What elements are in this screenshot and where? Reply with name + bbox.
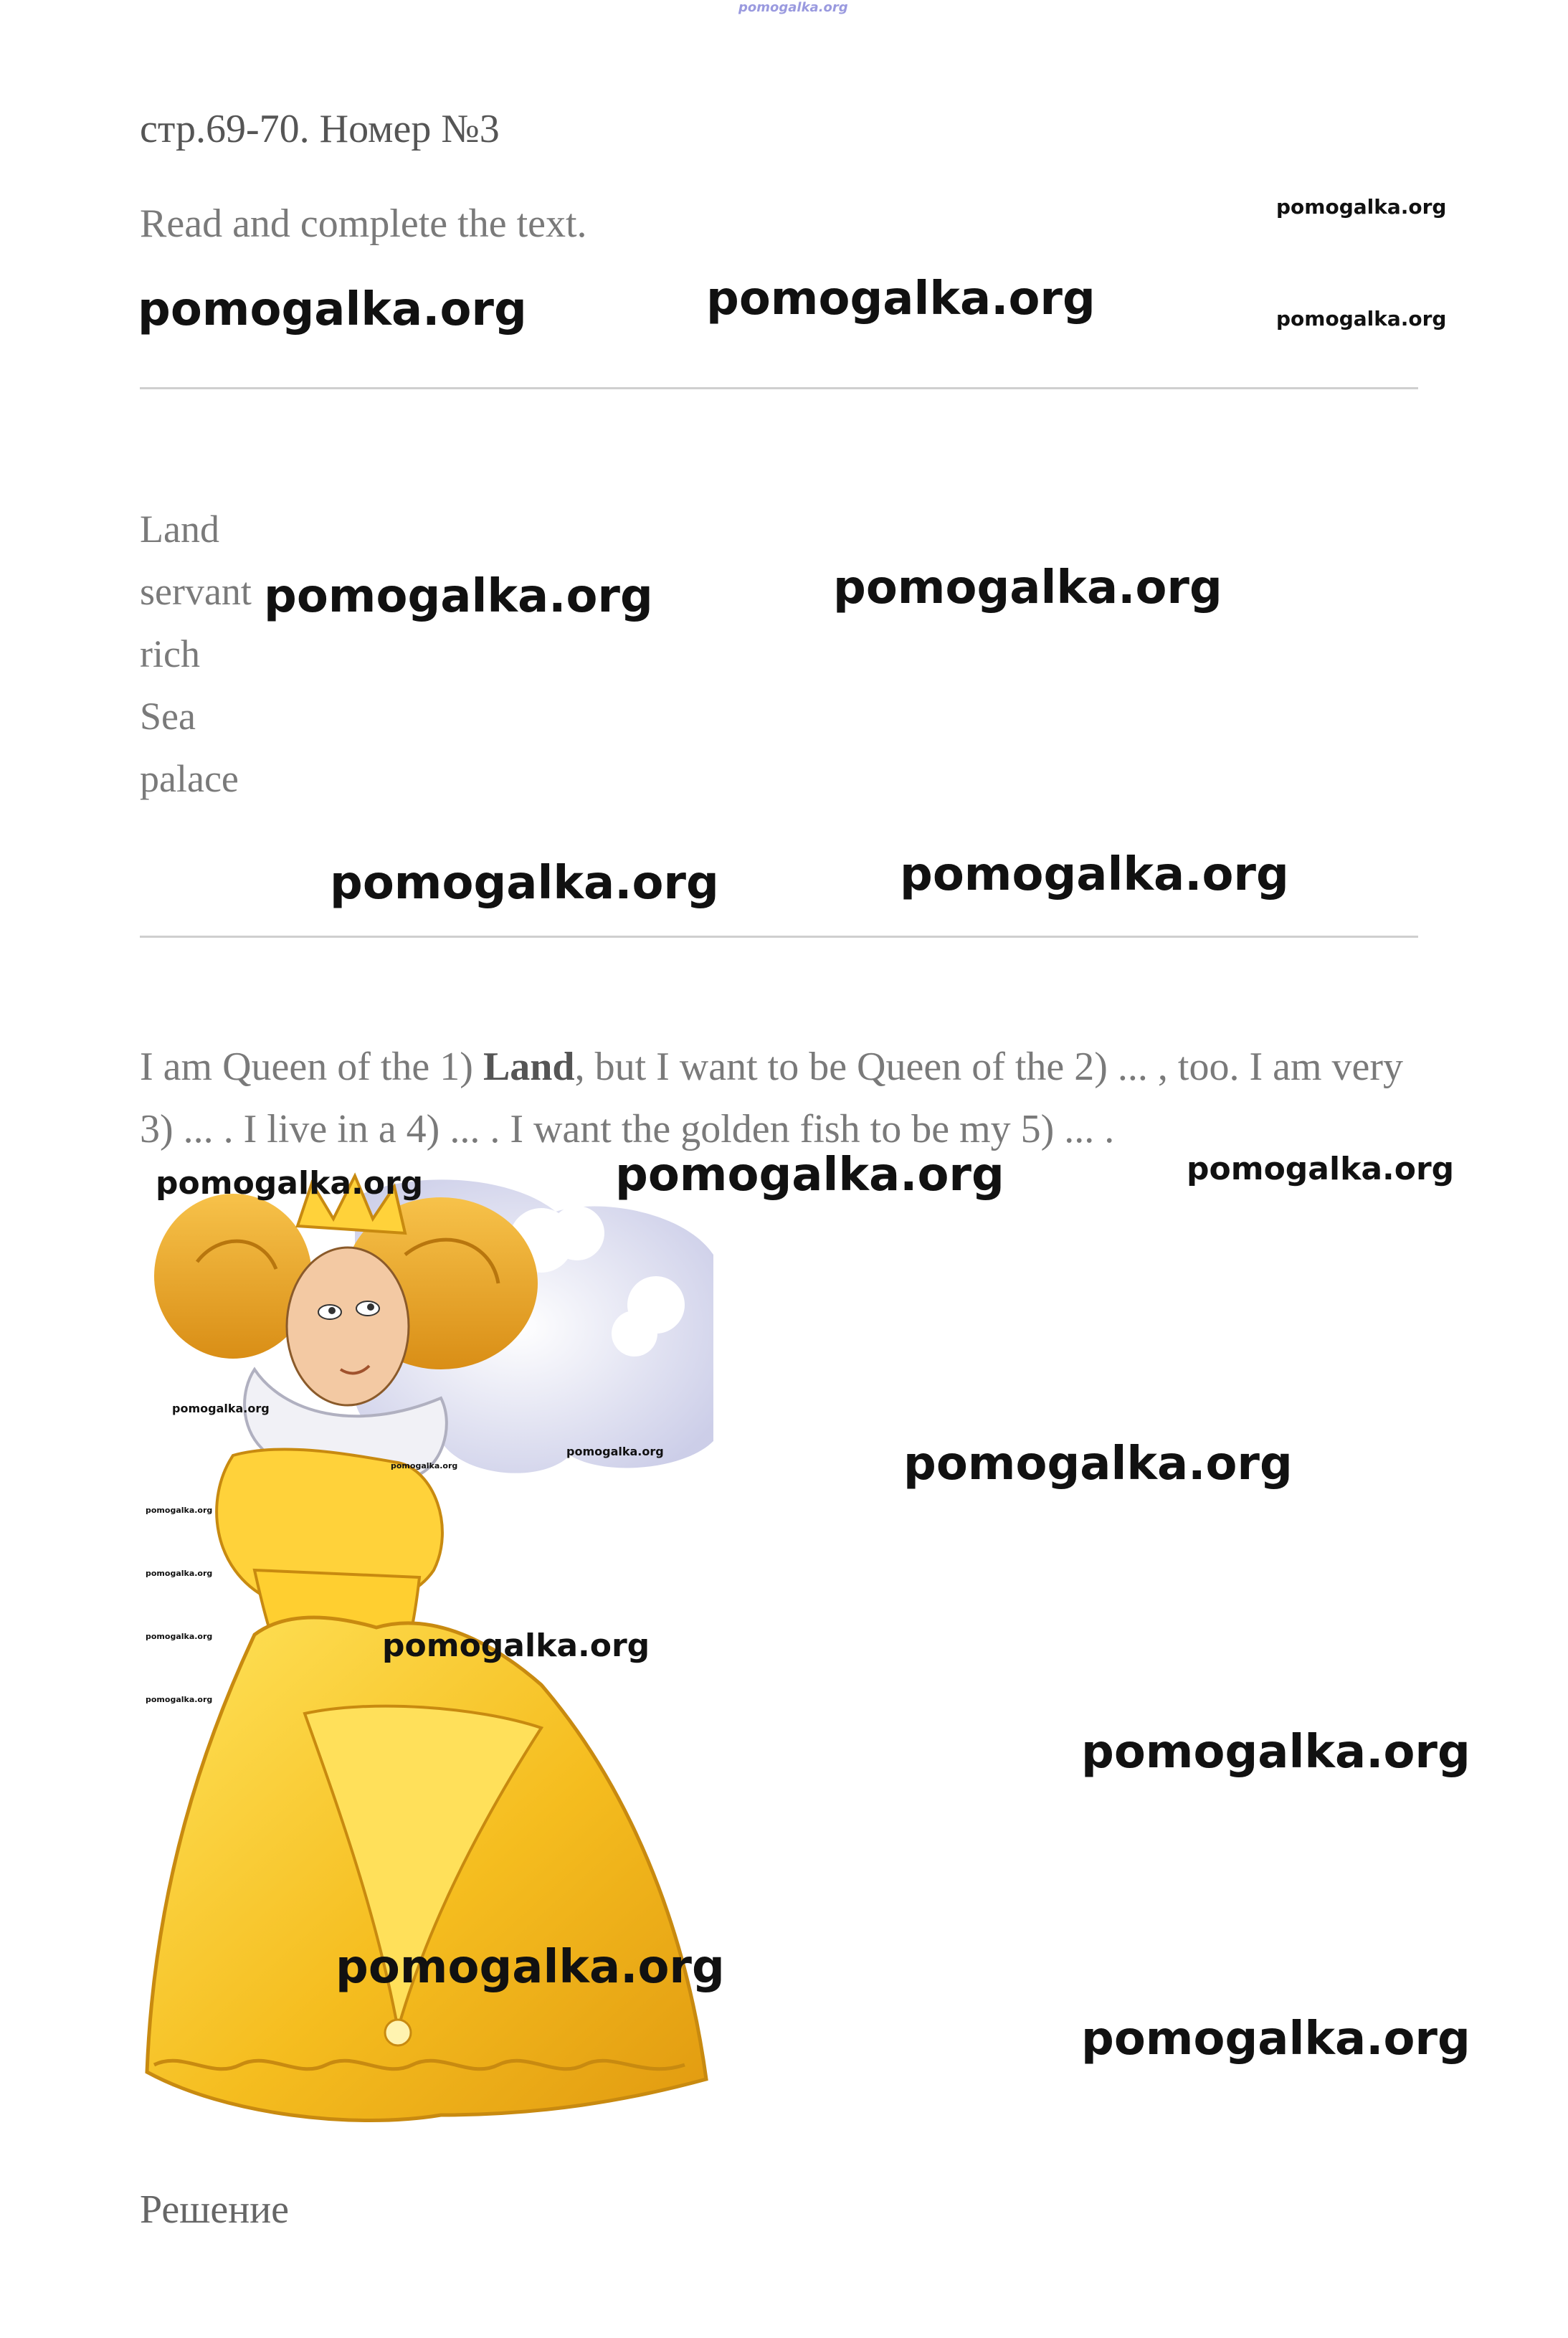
watermark: pomogalka.org (146, 1695, 213, 1704)
divider (140, 936, 1418, 938)
watermark: pomogalka.org (1276, 307, 1447, 331)
page-heading: стр.69-70. Номер №3 (140, 107, 500, 151)
word-item: Land (140, 508, 219, 551)
word-item: rich (140, 632, 200, 675)
watermark: pomogalka.org (900, 848, 1289, 901)
watermark: pomogalka.org (146, 1632, 213, 1641)
watermark: pomogalka.org (1187, 1151, 1455, 1187)
watermark: pomogalka.org (330, 857, 719, 910)
watermark: pomogalka.org (156, 1165, 424, 1202)
watermark: pomogalka.org (833, 561, 1222, 614)
watermark: pomogalka.org (615, 1149, 1004, 1202)
watermark: pomogalka.org (1081, 2013, 1470, 2066)
watermark: pomogalka.org (382, 1627, 650, 1664)
watermark: pomogalka.org (706, 272, 1096, 325)
word-item: Sea (140, 695, 196, 738)
watermark: pomogalka.org (146, 1569, 213, 1578)
watermark: pomogalka.org (1081, 1726, 1470, 1779)
instruction-text: Read and complete the text. (140, 201, 587, 246)
watermark: pomogalka.org (903, 1438, 1293, 1491)
word-item: servant (140, 570, 252, 613)
watermark: pomogalka.org (172, 1402, 270, 1415)
paragraph-bold-answer: Land (483, 1045, 575, 1089)
watermark: pomogalka.org (391, 1461, 458, 1470)
watermark: pomogalka.org (146, 1506, 213, 1515)
top-watermark: pomogalka.org (738, 0, 848, 15)
solution-label: Решение (140, 2187, 290, 2232)
watermark: pomogalka.org (138, 283, 527, 336)
watermark: pomogalka.org (336, 1941, 725, 1994)
watermark: pomogalka.org (1276, 195, 1447, 219)
task-paragraph (140, 1036, 1423, 1161)
word-item: palace (140, 757, 239, 800)
divider (140, 387, 1418, 389)
watermark: pomogalka.org (264, 570, 653, 623)
word-bank (140, 498, 252, 810)
paragraph-part: I am Queen of the 1) (140, 1045, 483, 1089)
watermark: pomogalka.org (566, 1445, 664, 1458)
paragraph-part: , but I want to be Queen of the 2) ... , too. I am very 3) ... . I live in a 4) ... . I want the golden fish to be my 5) ... . (140, 1045, 1404, 1151)
